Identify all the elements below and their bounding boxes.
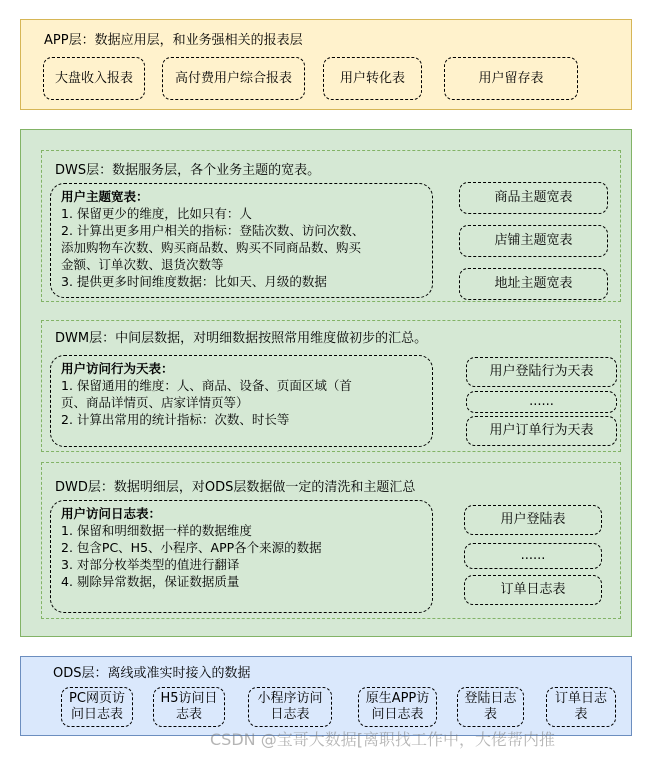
dwm-user-visit-daily-desc xyxy=(50,355,433,447)
dwm-desc-line: 1. 保留通用的维度：人、商品、设备、页面区域（首 xyxy=(61,378,352,393)
dws-desc-line: 添加购物车次数、购买商品数、购买不同商品数、购买 xyxy=(61,240,362,255)
dws-desc-line: 3. 提供更多时间维度数据：比如天、月级的数据 xyxy=(61,274,327,289)
dwd-box-order-log-table: 订单日志表 xyxy=(464,575,602,605)
ods-box-h5-log: H5访问日志表 xyxy=(153,687,225,727)
dws-user-wide-table-desc xyxy=(50,183,433,298)
ods-box-pc-web-log: PC网页访问日志表 xyxy=(61,687,133,727)
ods-layer-title: ODS层：离线或准实时接入的数据 xyxy=(53,666,251,681)
dwd-layer xyxy=(41,462,621,619)
dwm-layer xyxy=(41,320,621,452)
dws-desc-line: 金额、订单次数、退货次数等 xyxy=(61,257,224,272)
dwm-box-ellipsis: ...... xyxy=(466,391,617,413)
app-layer-title: APP层：数据应用层，和业务强相关的报表层 xyxy=(44,33,303,48)
ods-box-login-log: 登陆日志表 xyxy=(457,687,524,727)
dws-box-address-wide-table: 地址主题宽表 xyxy=(459,268,608,300)
dws-desc-line: 1. 保留更少的维度，比如只有：人 xyxy=(61,206,252,221)
dws-desc-heading: 用户主题宽表： xyxy=(61,189,149,204)
dws-desc-line: 2. 计算出更多用户相关的指标：登陆次数、访问次数、 xyxy=(61,223,365,238)
dwm-box-order-behavior-daily: 用户订单行为天表 xyxy=(466,416,617,446)
dwd-user-visit-log-desc xyxy=(50,500,433,613)
dwm-box-login-behavior-daily: 用户登陆行为天表 xyxy=(466,357,617,387)
ods-box-native-app-log: 原生APP访问日志表 xyxy=(358,687,437,727)
dwd-box-login-table: 用户登陆表 xyxy=(464,505,602,535)
ods-box-mini-program-log: 小程序访问日志表 xyxy=(248,687,332,727)
dwm-desc-heading: 用户访问行为天表： xyxy=(61,361,174,376)
dwd-desc-line: 4. 剔除异常数据，保证数据质量 xyxy=(61,574,240,589)
ods-layer xyxy=(20,656,632,736)
dwd-desc-line: 1. 保留和明细数据一样的数据维度 xyxy=(61,523,252,538)
dwd-layer-title: DWD层：数据明细层，对ODS层数据做一定的清洗和主题汇总 xyxy=(55,480,416,495)
dws-box-product-wide-table: 商品主题宽表 xyxy=(459,182,608,214)
app-box-user-retention: 用户留存表 xyxy=(444,57,578,100)
app-box-revenue-report: 大盘收入报表 xyxy=(43,57,145,100)
dwm-layer-title: DWM层：中间层数据，对明细数据按照常用维度做初步的汇总。 xyxy=(55,331,428,346)
app-box-user-conversion: 用户转化表 xyxy=(323,57,422,100)
app-layer xyxy=(20,19,632,110)
dws-layer-title: DWS层：数据服务层，各个业务主题的宽表。 xyxy=(55,163,321,178)
dwm-desc-line: 2. 计算出常用的统计指标：次数、时长等 xyxy=(61,412,290,427)
dws-box-shop-wide-table: 店铺主题宽表 xyxy=(459,225,608,257)
dwd-desc-heading: 用户访问日志表： xyxy=(61,506,162,521)
dwd-desc-line: 2. 包含PC、H5、小程序、APP各个来源的数据 xyxy=(61,540,322,555)
dwd-desc-line: 3. 对部分枚举类型的值进行翻译 xyxy=(61,557,240,572)
dwm-desc-line: 页、商品详情页、店家详情页等） xyxy=(61,395,249,410)
dwd-box-ellipsis: ...... xyxy=(464,543,602,569)
dws-layer xyxy=(41,150,621,302)
csdn-watermark: CSDN @宝哥大数据[离职找工作中，大佬帮内推 xyxy=(210,730,555,749)
app-box-high-pay-user-report: 高付费用户综合报表 xyxy=(162,57,305,100)
ods-box-order-log: 订单日志表 xyxy=(546,687,616,727)
